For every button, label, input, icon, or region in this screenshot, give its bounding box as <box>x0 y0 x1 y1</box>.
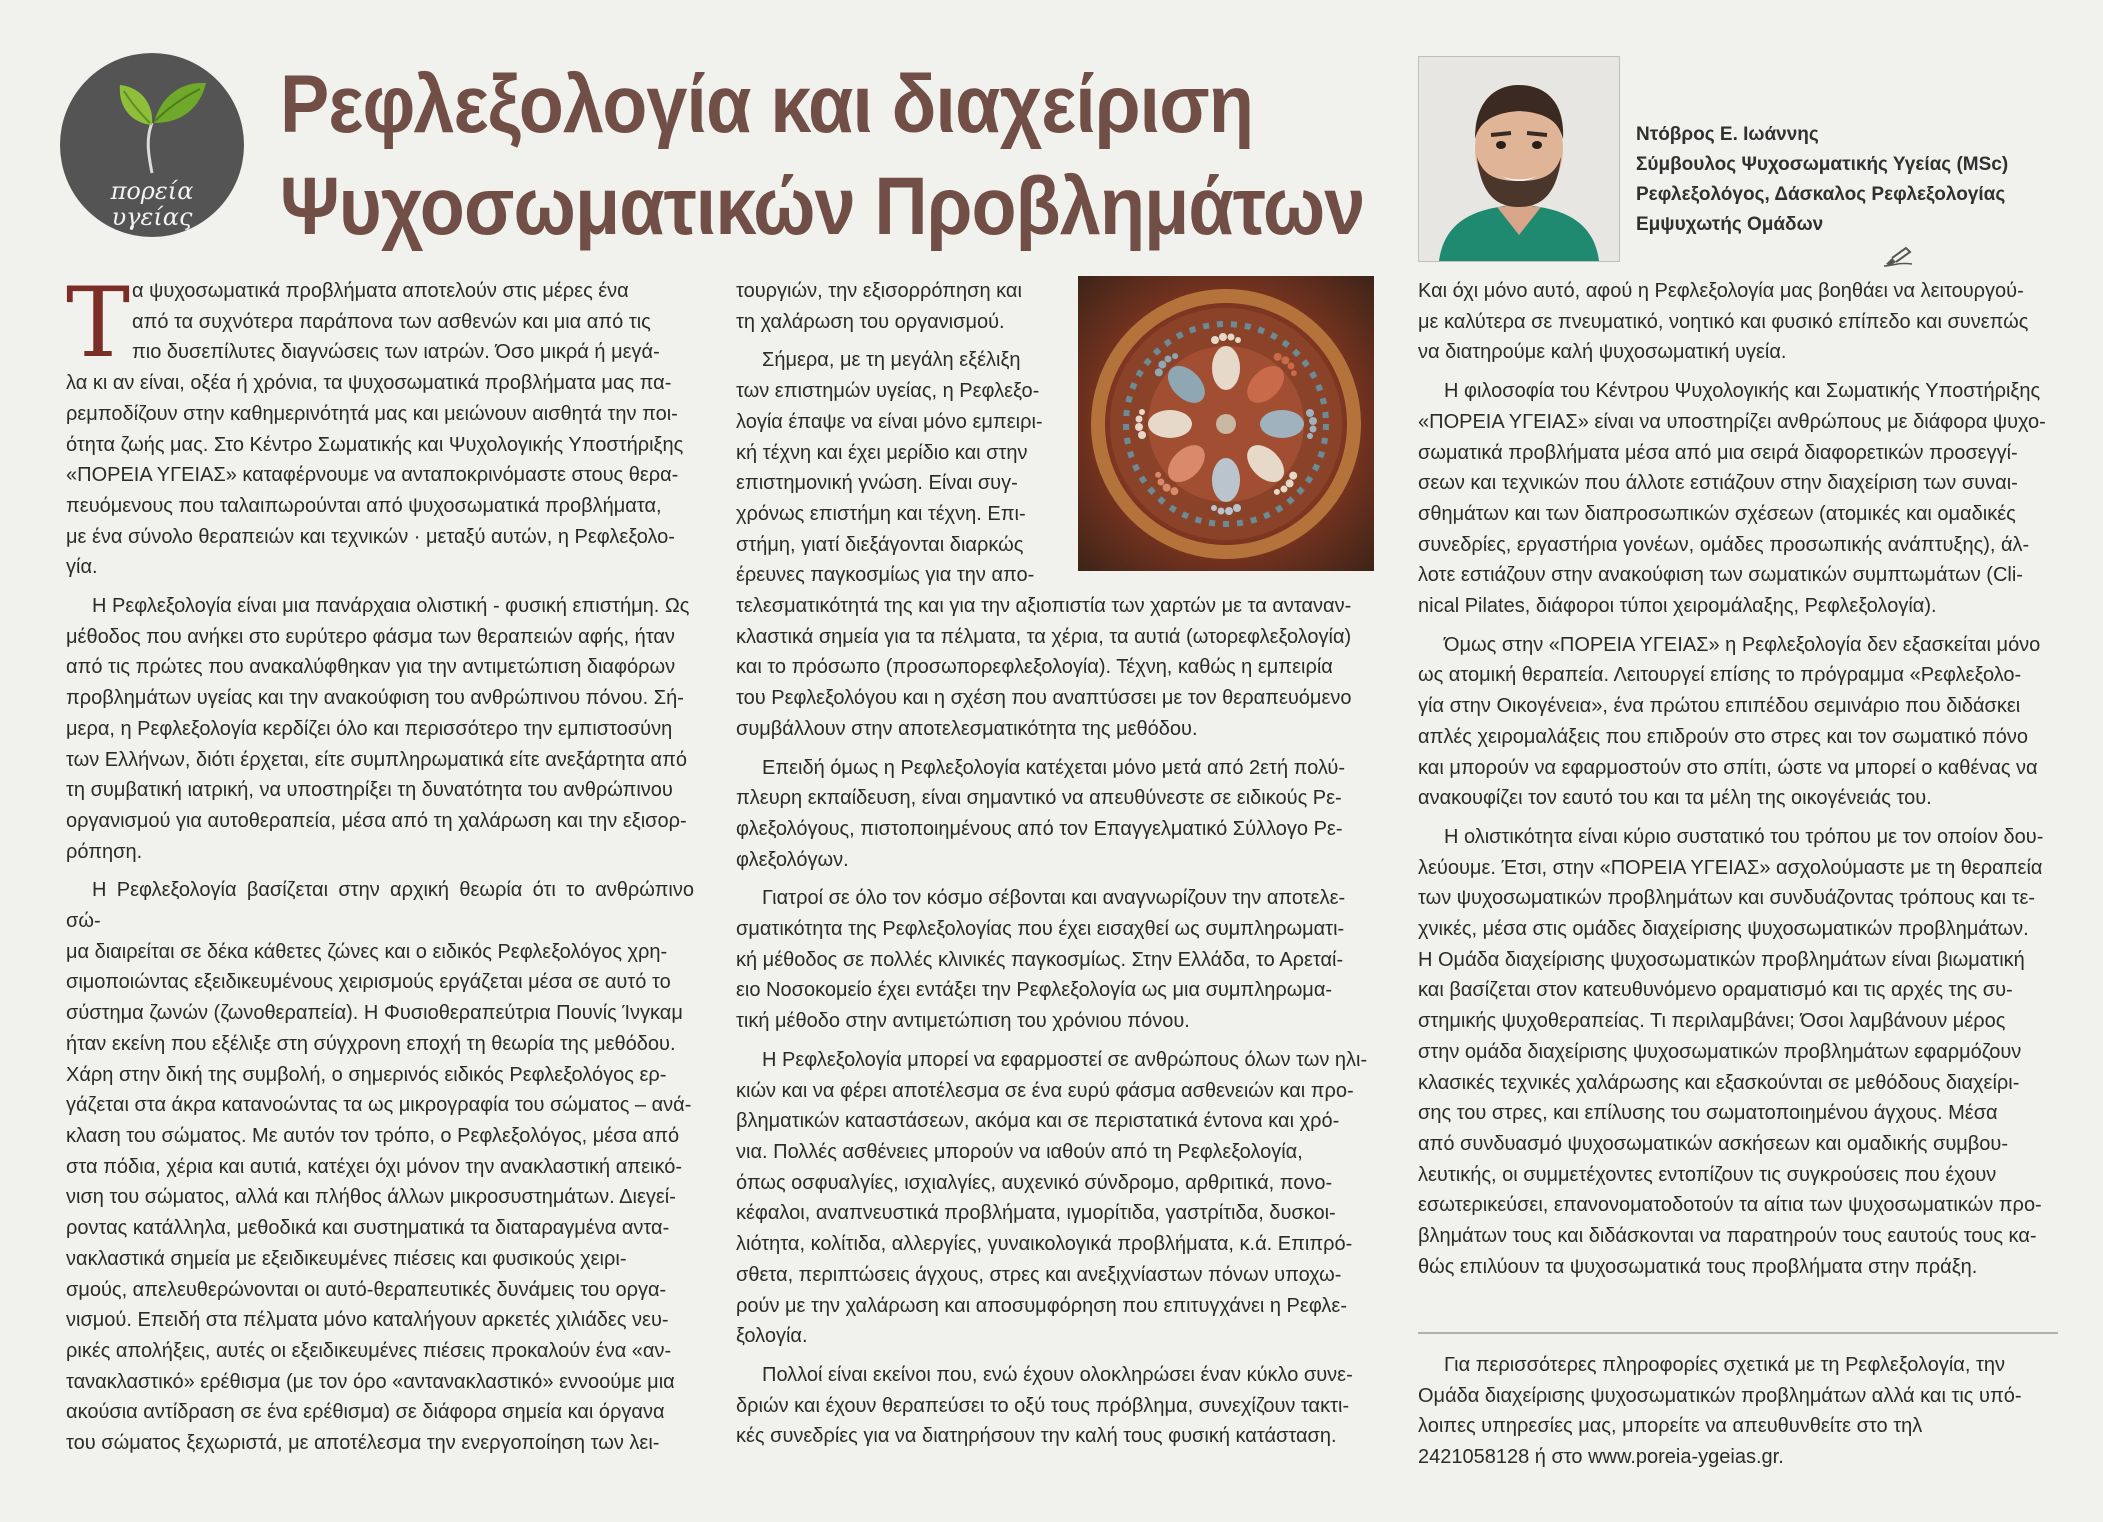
text-line: μερα, η Ρεφλεξολογία κερδίζει όλο και περισσότερο την εμπιστοσύνη <box>66 717 673 740</box>
text-line: επιστημονική γνώση. Είναι συγ- <box>736 472 1018 495</box>
text-line: στα πόδια, χέρια και αυτιά, κατέχει όχι μόνον την ανακλαστική απεικό- <box>66 1155 682 1178</box>
text-line: μα διαιρείται σε δέκα κάθετες ζώνες και ο ειδικός Ρεφλεξολόγος χρη- <box>66 940 668 963</box>
text-line: Επειδή όμως η Ρεφλεξολογία κατέχεται μόνο μετά από 2ετή πολύ- <box>762 756 1346 779</box>
text-line: των Ελλήνων, διότι έρχεται, είτε συμπληρωματικά είτε ανεξάρτητα από <box>66 748 688 771</box>
text-line: Η Ρεφλεξολογία μπορεί να εφαρμοστεί σε ανθρώπους όλων των ηλι- <box>762 1048 1368 1071</box>
text-line: στήμη, γιατί διεξάγονται διαρκώς <box>736 533 1024 556</box>
text-line: των επιστημών υγείας, η Ρεφλεξο- <box>736 380 1040 403</box>
text-line: ροντας κατάλληλα, μεθοδικά και συστηματικά τα διαταραγμένα αντα- <box>66 1217 670 1240</box>
text-line: γία στην Οικογένεια», ένα πρώτου επιπέδου σεμινάριο που διδάσκει <box>1418 695 2021 718</box>
text-line: στημικής ψυχοθεραπείας. Τι περιλαμβάνει; Όσοι λαμβάνουν μέρος <box>1418 1010 2006 1033</box>
text-line: «ΠΟΡΕΙΑ ΥΓΕΙΑΣ» είναι να υποστηρίζει ανθρώπους με διάφορα ψυχο- <box>1418 410 2046 433</box>
text-line: του Ρεφλεξολόγου και η σχέση που αναπτύσσει με τον θεραπευόμενο <box>736 687 1352 710</box>
text-line: λιότητα, κολίτιδα, αλλεργίες, γυναικολογικά προβλήματα, κ.ά. Επιπρό- <box>736 1233 1353 1256</box>
author-name: Ντόβρος Ε. Ιωάννης <box>1636 124 1819 145</box>
divider <box>1418 1332 2058 1334</box>
text-line: τουργιών, την εξισορρόπηση και <box>736 280 1022 302</box>
drop-cap: Τ <box>66 267 131 379</box>
text-line: πευόμενους που ταλαιπωρούνται από ψυχοσωματικά προβλήματα, <box>66 494 662 517</box>
text-line: Ομάδα διαχείρισης ψυχοσωματικών προβλημάτων αλλά και τις υπό- <box>1418 1384 2022 1407</box>
text-line: nical Pilates, διάφοροι τύποι χειρομάλαξης, Ρεφλεξολογία). <box>1418 595 1937 618</box>
logo <box>60 53 244 237</box>
text-line: ήταν εκείνη που εξέλιξε στη σύγχρονη εποχή τη θεωρία της μεθόδου. <box>66 1032 676 1055</box>
text-line: από τα συχνότερα παράπονα των ασθενών και μια από τις <box>132 310 651 333</box>
logo-line-1: πορεία <box>110 177 194 205</box>
text-line: Όμως στην «ΠΟΡΕΙΑ ΥΓΕΙΑΣ» η Ρεφλεξολογία δεν εξασκείται μόνο <box>1444 633 2041 656</box>
text-line: τη χαλάρωση του οργανισμού. <box>736 310 1005 333</box>
text-line: σης του στρες, και επίλυσης του σωματοποιημένου άγχους. Μέσα <box>1418 1102 1998 1125</box>
text-line: λεύουμε. Έτσι, στην «ΠΟΡΕΙΑ ΥΓΕΙΑΣ» ασχολούμαστε με τη θεραπεία <box>1418 856 2043 879</box>
text-line: και το πρόσωπο (προσωπορεφλεξολογία). Τέχνη, καθώς η εμπειρία <box>736 656 1333 679</box>
text-line: Πολλοί είναι εκείνοι που, ενώ έχουν ολοκληρώσει έναν κύκλο συνε- <box>762 1363 1353 1386</box>
text-line: ακούσια αντίδραση σε ένα ερέθισμα) σε διάφορα σημεία και όργανα <box>66 1401 665 1424</box>
text-line: Η Ομάδα διαχείρισης ψυχοσωματικών προβλημάτων είναι βιωματική <box>1418 948 2025 971</box>
text-line: να διατηρούμε καλή ψυχοσωματική υγεία. <box>1418 341 1787 364</box>
text-line: Γιατροί σε όλο τον κόσμο σέβονται και αναγνωρίζουν την αποτελε- <box>762 887 1346 910</box>
text-line: νακλαστικά σημεία με εξειδικευμένες πιέσεις και φυσικούς χειρι- <box>66 1247 627 1270</box>
author-role-3: Εμψυχωτής Ομάδων <box>1636 214 1824 235</box>
text-line: λοιπες υπηρεσίες μας, μπορείτε να απευθυνθείτε στο τηλ <box>1418 1415 1923 1437</box>
article-column-3 <box>1418 276 2058 1283</box>
title-line-1: Ρεφλεξολογία και διαχείριση <box>280 59 1254 150</box>
text-line: του σώματος ξεχωριστά, με αποτέλεσμα την ενεργοποίηση των λει- <box>66 1432 660 1455</box>
text-line: ειο Νοσοκομείο έχει εντάξει την Ρεφλεξολογία ως μια συμπληρωμα- <box>736 979 1333 1002</box>
pen-icon <box>1882 246 1918 268</box>
text-line: λοτε εστιάζουν στην ανακούφιση των σωματικών συμπτωμάτων (Cli- <box>1418 564 2023 587</box>
text-line: Η Ρεφλεξολογία βασίζεται στην αρχική θεωρία ότι το ανθρώπινο σώ- <box>66 879 694 933</box>
text-line: κή μέθοδος σε πολλές κλινικές παγκοσμίως. Στην Ελλάδα, το Αρεταί- <box>736 948 1344 971</box>
text-line: γία. <box>66 556 98 579</box>
text-line: στην ομάδα διαχείρισης ψυχοσωματικών προβλημάτων εφαρμόζουν <box>1418 1040 2022 1063</box>
text-line: νιση του σώματος, αλλά και πλήθος άλλων μικροσυστημάτων. Διεγεί- <box>66 1186 676 1209</box>
text-line: τη συμβατική ιατρική, να υποστηρίξει τη δυνατότητα του ανθρώπινου <box>66 779 673 802</box>
text-line: σύστημα ζωνών (ζωνοθεραπεία). Η Φυσιοθεραπεύτρια Πουνίς Ίνγκαμ <box>66 1002 683 1025</box>
text-line: προβλημάτων υγείας και την ανακούφιση του ανθρώπινου πόνου. Σή- <box>66 687 684 710</box>
text-line: σιμοποιώντας εξειδικευμένους χειρισμούς εργάζεται μέσα σε αυτό το <box>66 971 671 994</box>
text-line: συμβάλλουν στην αποτελεσματικότητα της μεθόδου. <box>736 717 1198 740</box>
text-line: ξολογία. <box>736 1325 808 1348</box>
author-role-1: Σύμβουλος Ψυχοσωματικής Υγείας (MSc) <box>1636 154 2009 175</box>
text-line: τανακλαστικό» ερέθισμα (με τον όρο «αντανακλαστικό» εννοούμε μια <box>66 1370 675 1393</box>
text-line: δριών και έχουν θεραπεύσει το οξύ τους πρόβλημα, συνεχίζουν τακτι- <box>736 1394 1350 1417</box>
text-line: τελεσματικότητά της και για την αξιοπιστία των χαρτών με τα ανταναν- <box>736 595 1352 618</box>
text-line: απλές χειρομαλάξεις που επιδρούν στο στρες και τον σωματικό πόνο <box>1418 725 2028 748</box>
text-line: σθετα, περιπτώσεις άγχους, στρες και ανεξιχνίαστων πόνων υποχω- <box>736 1263 1342 1286</box>
text-line: με ένα σύνολο θεραπειών και τεχνικών · μεταξύ αυτών, η Ρεφλεξολο- <box>66 525 675 548</box>
text-line: γάζεται στα άκρα κατανοώντας τα ως μικρογραφία του σώματος – ανά- <box>66 1094 692 1117</box>
text-line: «ΠΟΡΕΙΑ ΥΓΕΙΑΣ» καταφέρνουμε να ανταποκρινόμαστε στους θερα- <box>66 464 679 487</box>
text-line: ανακουφίζει τον εαυτό του και τα μέλη της οικογένειάς του. <box>1418 787 1932 810</box>
text-line: Χάρη στην δική της συμβολή, ο σημερινός ειδικός Ρεφλεξολόγος ερ- <box>66 1063 667 1086</box>
text-line: λευτικής, οι συμμετέχοντες εντοπίζουν τις συγκρούσεις που έχουν <box>1418 1163 1997 1186</box>
text-line: και μπορούν να εφαρμοστούν στο σπίτι, ώστε να μπορεί ο καθένας να <box>1418 756 2038 779</box>
text-line: Η ολιστικότητα είναι κύριο συστατικό του τρόπου με τον οποίον δου- <box>1444 825 2044 848</box>
text-line: θώς επιλύουν τα ψυχοσωματικά τους προβλήματα στην πράξη. <box>1418 1255 1978 1278</box>
text-line: κιών και να φέρει αποτέλεσμα σε ένα ευρύ φάσμα ασθενειών και προ- <box>736 1079 1354 1102</box>
author-portrait-icon <box>1419 57 1619 261</box>
text-line: σθημάτων και των διαπροσωπικών σχέσεων (ατομικές και ομαδικές <box>1418 502 2016 525</box>
text-line: κή τέχνη και έχει μερίδιο και στην <box>736 441 1028 464</box>
text-line: α ψυχοσωματικά προβλήματα αποτελούν στις μέρες ένα <box>132 280 629 302</box>
text-line: 2421058128 ή στο www.poreia-ygeias.gr. <box>1418 1445 1784 1468</box>
text-line: συνεδρίες, εργαστήρια γονέων, ομάδες προσωπικής ανάπτυξης), άλ- <box>1418 533 2030 556</box>
text-line: νια. Πολλές ασθένειες μπορούν να ιαθούν από τη Ρεφλεξολογία, <box>736 1140 1303 1163</box>
text-line: ρούν με την χαλάρωση και αποσυμφόρηση που επιτυγχάνει η Ρεφλε- <box>736 1294 1347 1317</box>
author-photo <box>1418 56 1620 262</box>
text-line: βλημάτων τους και διδάσκονται να παρατηρούν τους εαυτούς τους κα- <box>1418 1225 2037 1248</box>
text-line: μέθοδος που ανήκει στο ευρύτερο φάσμα των θεραπειών αφής, ήταν <box>66 625 675 648</box>
text-line: κλαση του σώματος. Με αυτόν τον τρόπο, ο Ρεφλεξολόγος, μέσα από <box>66 1124 680 1147</box>
text-line: Για περισσότερες πληροφορίες σχετικά με τη Ρεφλεξολογία, την <box>1444 1354 2005 1376</box>
article-column-2 <box>736 276 1376 1452</box>
text-line: έρευνες παγκοσμίως για την απο- <box>736 564 1035 587</box>
text-line: χνικές, μέσα στις ομάδες διαχείρισης ψυχοσωματικών προβλημάτων. <box>1418 918 2029 941</box>
text-line: με καλύτερα σε πνευματικό, νοητικό και φυσικό επίπεδο και συνεπώς <box>1418 310 2029 333</box>
text-line: σμούς, απελευθερώνονται οι αυτό-θεραπευτικές δυνάμεις του οργα- <box>66 1278 667 1301</box>
text-line: ως ατομική θεραπεία. Λειτουργεί επίσης το πρόγραμμα «Ρεφλεξολο- <box>1418 664 2022 687</box>
text-line: νισμού. Επειδή στα πέλματα μόνο καταλήγουν αρκετές χιλιάδες νευ- <box>66 1309 669 1332</box>
text-line: κλασικές τεχνικές χαλάρωσης και εξασκούνται σε μεθόδους διαχείρι- <box>1418 1071 2020 1094</box>
text-line: και βασίζεται στον κατευθυνόμενο οραματισμό και τις αρχές της συ- <box>1418 979 2013 1002</box>
article-title <box>280 54 1365 258</box>
text-line: ρεμποδίζουν στην καθημερινότητά μας και μειώνουν αισθητά την ποι- <box>66 402 678 425</box>
text-line: χρόνως επιστήμη και τέχνη. Επι- <box>736 502 1026 525</box>
text-line: Η φιλοσοφία του Κέντρου Ψυχολογικής και Σωματικής Υποστήριξης <box>1444 380 2041 403</box>
text-line: σωματικά προβλήματα μέσα από μια σειρά διαφορετικών προσεγγί- <box>1418 441 2018 464</box>
text-line: πλευρη εκπαίδευση, είναι σημαντικό να απευθύνεστε σε ειδικούς Ρε- <box>736 787 1342 810</box>
text-line: λα κι αν είναι, οξέα ή χρόνια, τα ψυχοσωματικά προβλήματα μας πα- <box>66 372 672 395</box>
text-line: κλαστικά σημεία για τα πέλματα, τα χέρια, τα αυτιά (ωτορεφλεξολογία) <box>736 625 1352 648</box>
text-line: ρικές απολήξεις, αυτές οι εξειδικευμένες πιέσεις προκαλούν ένα «αν- <box>66 1339 672 1362</box>
text-line: πιο δυσεπίλυτες διαγνώσεις των ιατρών. Όσο μικρά ή μεγά- <box>132 341 660 364</box>
text-line: ότητα ζωής μας. Στο Κέντρο Σωματικής και Ψυχολογικής Υποστήριξης <box>66 433 684 456</box>
text-line: Σήμερα, με τη μεγάλη εξέλιξη <box>762 349 1021 372</box>
article-column-1 <box>66 267 694 1459</box>
text-line: ρόπηση. <box>66 840 143 863</box>
text-line: βληματικών καταστάσεων, ακόμα και σε περιστατικά έντονα και χρό- <box>736 1110 1340 1133</box>
text-line: από τις πρώτες που ανακαλύφθηκαν για την αντιμετώπιση διαφόρων <box>66 656 676 679</box>
text-line: φλεξολόγων. <box>736 848 849 871</box>
text-line: τική μέθοδο στην αντιμετώπιση του χρόνιου πόνου. <box>736 1010 1190 1033</box>
author-byline <box>1636 120 2056 240</box>
logo-line-2: υγείας <box>111 203 193 231</box>
text-line: Η Ρεφλεξολογία είναι μια πανάρχαια ολιστική - φυσική επιστήμη. Ως <box>92 595 690 618</box>
text-line: κέφαλοι, αναπνευστικά προβλήματα, ιγμορίτιδα, γαστρίτιδα, δυσκοι- <box>736 1202 1336 1225</box>
text-line: από συνδυασμό ψυχοσωματικών ασκήσεων και ομαδικής συμβου- <box>1418 1132 2009 1155</box>
contact-info-box <box>1418 1350 2058 1472</box>
author-role-2: Ρεφλεξολόγος, Δάσκαλος Ρεφλεξολογίας <box>1636 184 2006 205</box>
text-line: εσωτερικεύσει, επανονοματοδοτούν τα αίτια των ψυχοσωματικών προ- <box>1418 1194 2042 1217</box>
title-line-2: Ψυχοσωματικών Προβλημάτων <box>280 161 1365 252</box>
text-line: Και όχι μόνο αυτό, αφού η Ρεφλεξολογία μας βοηθάει να λειτουργού- <box>1418 280 2024 302</box>
text-line: σματικότητα της Ρεφλεξολογίας που έχει εισαχθεί ως συμπληρωματι- <box>736 918 1345 941</box>
text-line: φλεξολόγους, πιστοποιημένους από τον Επαγγελματικό Σύλλογο Ρε- <box>736 817 1343 840</box>
text-line: λογία έπαψε να είναι μόνο εμπειρι- <box>736 410 1043 433</box>
text-line: κές συνεδρίες για να διατηρήσουν την καλή τους φυσική κατάσταση. <box>736 1425 1337 1448</box>
text-line: όπως οσφυαλγίες, ισχιαλγίες, αυχενικό σύνδρομο, αρθριτικά, πονο- <box>736 1171 1333 1194</box>
text-line: οργανισμού για αυτοθεραπεία, μέσα από τη χαλάρωση και την εξισορ- <box>66 809 687 832</box>
text-line: των ψυχοσωματικών προβλημάτων και συνδυάζοντας τρόπους και τε- <box>1418 887 2036 910</box>
text-line: σεων και τεχνικών που άλλοτε εστιάζουν στην διαχείριση των συναι- <box>1418 472 2018 495</box>
